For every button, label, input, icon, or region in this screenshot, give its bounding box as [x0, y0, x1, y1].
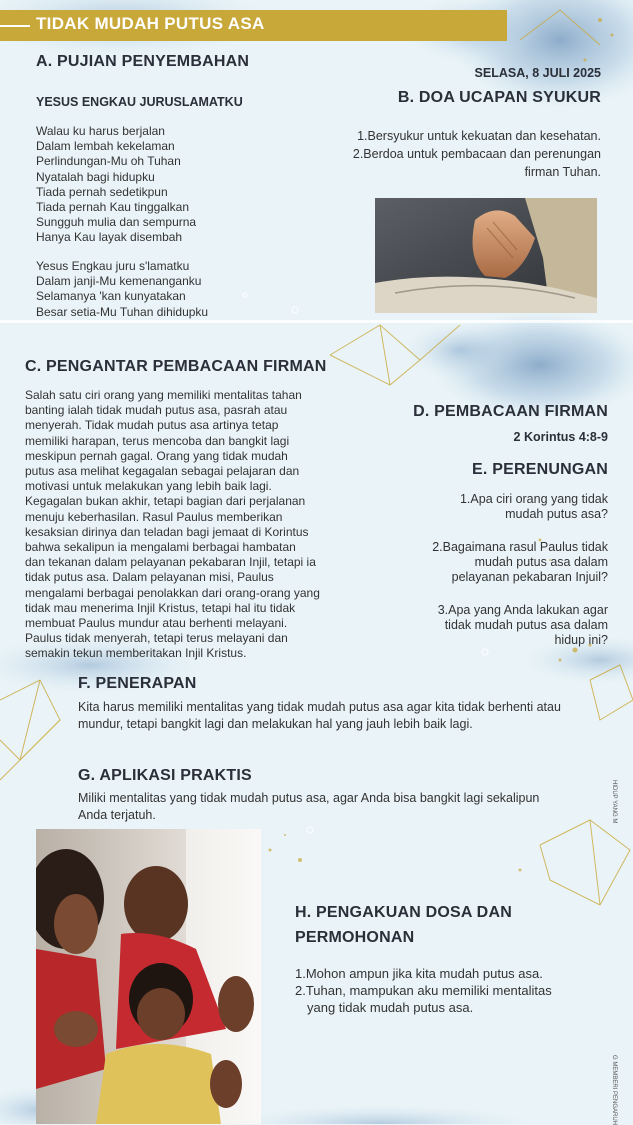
- lyric-line: Dalam lembah kekelaman: [36, 139, 175, 154]
- lyric-line: Walau ku harus berjalan: [36, 124, 165, 138]
- paragraph-line: membuat Paulus mundur atau berhenti melayani.: [25, 616, 288, 631]
- perenungan-question-3: [438, 603, 608, 649]
- penerapan-text: [78, 699, 561, 733]
- paragraph-line: kesaksian dirinya dan teladan bagi jemaat di Korintus: [25, 524, 309, 539]
- side-text-bottom: G MEMBERI PENGARUH: [611, 1055, 617, 1125]
- list-item: 1.Bersyukur untuk kekuatan dan kesehatan.: [357, 129, 601, 143]
- penerapan-heading: F. PENERAPAN: [78, 675, 197, 692]
- list-item: firman Tuhan.: [524, 165, 601, 179]
- paragraph-line: Salah satu ciri orang yang memiliki mentalitas tahan: [25, 388, 302, 402]
- perenungan-question-2: [432, 540, 608, 586]
- banner-accent-line: [0, 25, 30, 27]
- paragraph-line: menuju keberhasilan. Rasul Paulus memberikan: [25, 509, 283, 524]
- paragraph-line: banting ialah tidak mudah putus asa, pasrah atau: [25, 403, 288, 418]
- praying-hands-photo: [375, 198, 597, 313]
- pembacaan-heading: D. PEMBACAAN FIRMAN: [413, 403, 608, 420]
- question-line: pelayanan pekabaran Injuil?: [451, 570, 608, 585]
- paragraph-line: dan tekanan dalam pelayanan pekabaran Injil, tetapi ia: [25, 555, 316, 570]
- paragraph-line: Anda terjatuh.: [78, 808, 156, 822]
- lyric-line: Yesus Engkau juru s'lamatku: [36, 259, 190, 273]
- list-item: 2.Tuhan, mampukan aku memiliki mentalitas: [295, 983, 552, 998]
- paragraph-line: Kegagalan bukan akhir, tetapi bagian dari perjalanan: [25, 494, 306, 509]
- paragraph-line: semakin tekun memberitakan Injil Kristus.: [25, 646, 247, 661]
- question-line: 3.Apa yang Anda lakukan agar: [437, 603, 608, 617]
- question-line: tidak mudah putus asa dalam: [444, 618, 608, 633]
- pengakuan-heading: [295, 900, 512, 950]
- lyric-line: Selamanya 'kan kunyatakan: [36, 289, 186, 304]
- page-title: TIDAK MUDAH PUTUS ASA: [36, 14, 265, 33]
- paragraph-line: mengalami berbagai penolakkan dari orang-orang yang: [25, 585, 320, 600]
- lyric-line: Perlindungan-Mu oh Tuhan: [36, 154, 181, 169]
- lyric-line: Sungguh mulia dan sempurna: [36, 215, 197, 230]
- paragraph-line: memiliki harapan, terus mencoba dan bangkit lagi: [25, 433, 290, 448]
- aplikasi-heading: G. APLIKASI PRAKTIS: [78, 767, 252, 784]
- list-item: yang tidak mudah putus asa.: [307, 1000, 474, 1015]
- lyric-line: Hanya Kau layak disembah: [36, 230, 183, 245]
- aplikasi-text: [78, 790, 539, 824]
- pujian-heading: A. PUJIAN PENYEMBAHAN: [36, 53, 250, 70]
- perenungan-question-1: [460, 492, 608, 522]
- list-item: 2.Berdoa untuk pembacaan dan perenungan: [352, 147, 601, 161]
- question-line: mudah putus asa?: [505, 507, 608, 522]
- paragraph-line: putus asa melihat kegagalan sebagai pelajaran dan: [25, 464, 300, 479]
- side-text-top: HIDUP YANG M: [611, 780, 617, 824]
- lyric-line: Tiada pernah sedetikpun: [36, 184, 168, 199]
- lyric-line: Nyatalah bagi hidupku: [36, 169, 155, 184]
- question-line: 1.Apa ciri orang yang tidak: [459, 492, 608, 506]
- heading-line: H. PENGAKUAN DOSA DAN: [295, 904, 512, 921]
- question-line: hidup ini?: [554, 633, 608, 648]
- pengakuan-list: [295, 965, 552, 1016]
- song-verse-2: [36, 259, 208, 320]
- paragraph-line: meskipun pernah gagal. Orang yang tidak mudah: [25, 448, 288, 463]
- pengantar-heading: C. PENGANTAR PEMBACAAN FIRMAN: [25, 358, 327, 375]
- list-item: 1.Mohon ampun jika kita mudah putus asa.: [295, 966, 543, 981]
- paragraph-line: menyerah. Tidak mudah putus asa artinya tetap: [25, 418, 279, 433]
- question-line: 2.Bagaimana rasul Paulus tidak: [432, 540, 608, 554]
- perenungan-heading: E. PERENUNGAN: [472, 461, 608, 478]
- paragraph-line: Paulus tidak menyerah, tetapi terus melayani dan: [25, 631, 288, 646]
- paragraph-line: motivasi untuk melakukan yang lebih baik lagi.: [25, 479, 272, 494]
- scripture-reference: 2 Korintus 4:8-9: [513, 430, 608, 444]
- lyric-line: Besar setia-Mu Tuhan dihidupku: [36, 304, 209, 319]
- pengantar-paragraph: [25, 388, 345, 662]
- paragraph-line: bahwa sekalipun ia mengalami berbagai hambatan: [25, 540, 296, 555]
- paragraph-line: Miliki mentalitas yang tidak mudah putus asa, agar Anda bisa bangkit lagi sekalipun: [78, 791, 540, 805]
- paragraph-line: mundur, tetapi bangkit lagi dan melakukan hal yang jauh lebih baik lagi.: [78, 717, 473, 731]
- paragraph-line: Kita harus memiliki mentalitas yang tidak mudah putus asa agar kita tidak berhenti atau: [78, 700, 561, 714]
- heading-line: PERMOHONAN: [295, 929, 415, 946]
- lyric-line: Dalam janji-Mu kemenanganku: [36, 274, 202, 289]
- paragraph-line: tidak mau menerima Injil Kristus, tetapi hal itu tidak: [25, 600, 296, 615]
- song-verse-1: [36, 124, 196, 246]
- lyric-line: Tiada pernah Kau tinggalkan: [36, 199, 189, 214]
- doa-syukur-heading: B. DOA UCAPAN SYUKUR: [397, 89, 601, 106]
- date-label: SELASA, 8 JULI 2025: [474, 66, 601, 80]
- paragraph-line: tidak putus asa. Dalam pelayanan misi, Paulus: [25, 570, 274, 585]
- song-title: YESUS ENGKAU JURUSLAMATKU: [36, 95, 243, 109]
- question-line: mudah putus asa dalam: [474, 555, 608, 570]
- doa-syukur-list: [353, 127, 601, 181]
- family-praying-photo: [36, 829, 261, 1124]
